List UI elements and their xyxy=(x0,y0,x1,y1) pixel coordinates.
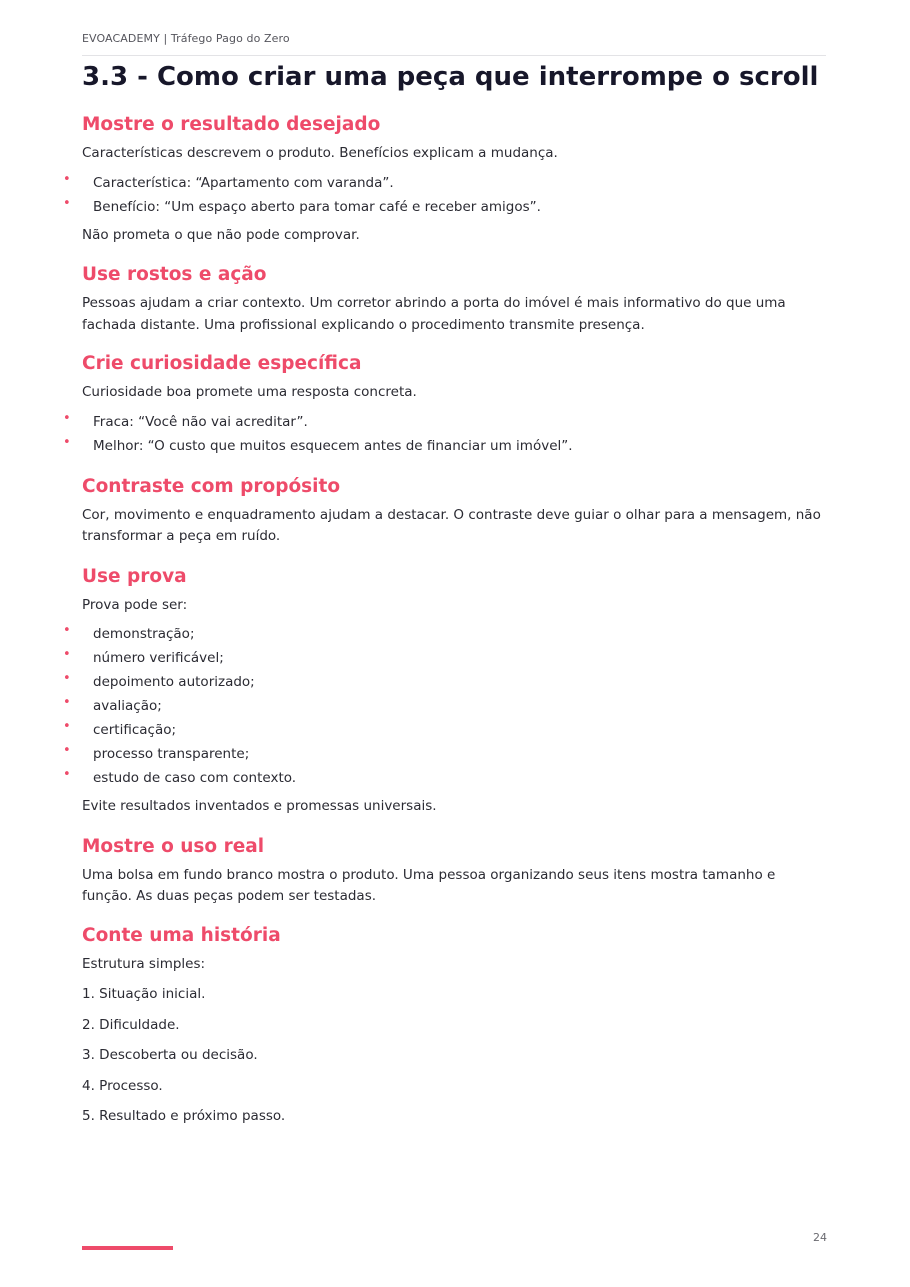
bullet-icon: • xyxy=(63,647,71,662)
page-content xyxy=(63,112,828,1128)
bullet-icon: • xyxy=(63,623,71,638)
section-outro: Não prometa o que não pode comprovar. xyxy=(82,226,360,243)
section-heading: Use rostos e ação xyxy=(82,264,267,285)
bullet-icon: • xyxy=(63,671,71,686)
footer-accent-bar xyxy=(82,1246,173,1250)
bullet-list xyxy=(63,171,828,219)
numbered-step: 4. Processo. xyxy=(82,1077,163,1094)
list-item-text: Melhor: “O custo que muitos esquecem antes de financiar um imóvel”. xyxy=(93,437,573,454)
list-item xyxy=(63,622,828,646)
numbered-step: 3. Descoberta ou decisão. xyxy=(82,1047,258,1063)
list-item xyxy=(63,410,828,434)
list-item xyxy=(63,766,828,790)
bullet-icon: • xyxy=(63,434,71,450)
list-item xyxy=(63,718,828,742)
list-item-text: Fraca: “Você não vai acreditar”. xyxy=(93,413,308,430)
list-item-text: Característica: “Apartamento com varanda”. xyxy=(93,174,394,191)
list-item xyxy=(63,694,828,718)
bullet-icon: • xyxy=(63,410,71,426)
bullet-icon: • xyxy=(63,743,71,758)
bullet-icon: • xyxy=(63,195,71,211)
page-number: 24 xyxy=(813,1231,827,1244)
section-heading: Mostre o resultado desejado xyxy=(82,114,381,135)
list-item-text: processo transparente; xyxy=(93,746,250,762)
section-body: Pessoas ajudam a criar contexto. Um corretor abrindo a porta do imóvel é mais informativo do que uma fachada distante. Uma profissional explicando o procedimento transmite presença. xyxy=(82,295,786,333)
list-item-text: certificação; xyxy=(93,722,177,738)
bullet-icon: • xyxy=(63,171,71,187)
bullet-list xyxy=(63,622,828,790)
list-item xyxy=(63,434,828,458)
list-item-text: número verificável; xyxy=(93,650,224,666)
section-body: Cor, movimento e enquadramento ajudam a destacar. O contraste deve guiar o olhar para a mensagem, não transformar a peça em ruído. xyxy=(82,506,821,544)
list-item xyxy=(63,646,828,670)
section-heading: Mostre o uso real xyxy=(82,835,265,857)
list-item-text: avaliação; xyxy=(93,698,162,714)
section-intro: Curiosidade boa promete uma resposta concreta. xyxy=(82,384,417,400)
section-heading: Conte uma história xyxy=(82,924,281,946)
bullet-icon: • xyxy=(63,767,71,782)
section-outro: Evite resultados inventados e promessas universais. xyxy=(82,798,437,814)
bullet-list xyxy=(63,410,828,458)
section-heading: Contraste com propósito xyxy=(82,475,341,497)
section-intro: Prova pode ser: xyxy=(82,596,188,613)
list-item-text: depoimento autorizado; xyxy=(93,674,255,690)
section-heading: Crie curiosidade específica xyxy=(82,353,362,374)
list-item-text: demonstração; xyxy=(93,626,195,642)
bullet-icon: • xyxy=(63,719,71,734)
list-item xyxy=(63,171,828,195)
list-item xyxy=(63,742,828,766)
numbered-step: 2. Dificuldade. xyxy=(82,1016,180,1033)
list-item xyxy=(63,670,828,694)
running-header: EVOACADEMY | Tráfego Pago do Zero xyxy=(82,32,826,56)
section-intro: Estrutura simples: xyxy=(82,955,206,972)
list-item xyxy=(63,195,828,219)
page-title: 3.3 - Como criar uma peça que interrompe o scroll xyxy=(82,62,819,92)
bullet-icon: • xyxy=(63,695,71,710)
section-body: Uma bolsa em fundo branco mostra o produto. Uma pessoa organizando seus itens mostra tamanho e função. As duas peças podem ser testadas. xyxy=(82,866,776,904)
numbered-step: 5. Resultado e próximo passo. xyxy=(82,1108,286,1124)
section-intro: Características descrevem o produto. Benefícios explicam a mudança. xyxy=(82,145,558,161)
numbered-step: 1. Situação inicial. xyxy=(82,986,206,1002)
list-item-text: Benefício: “Um espaço aberto para tomar café e receber amigos”. xyxy=(93,198,541,215)
list-item-text: estudo de caso com contexto. xyxy=(93,770,297,786)
section-heading: Use prova xyxy=(82,565,187,587)
